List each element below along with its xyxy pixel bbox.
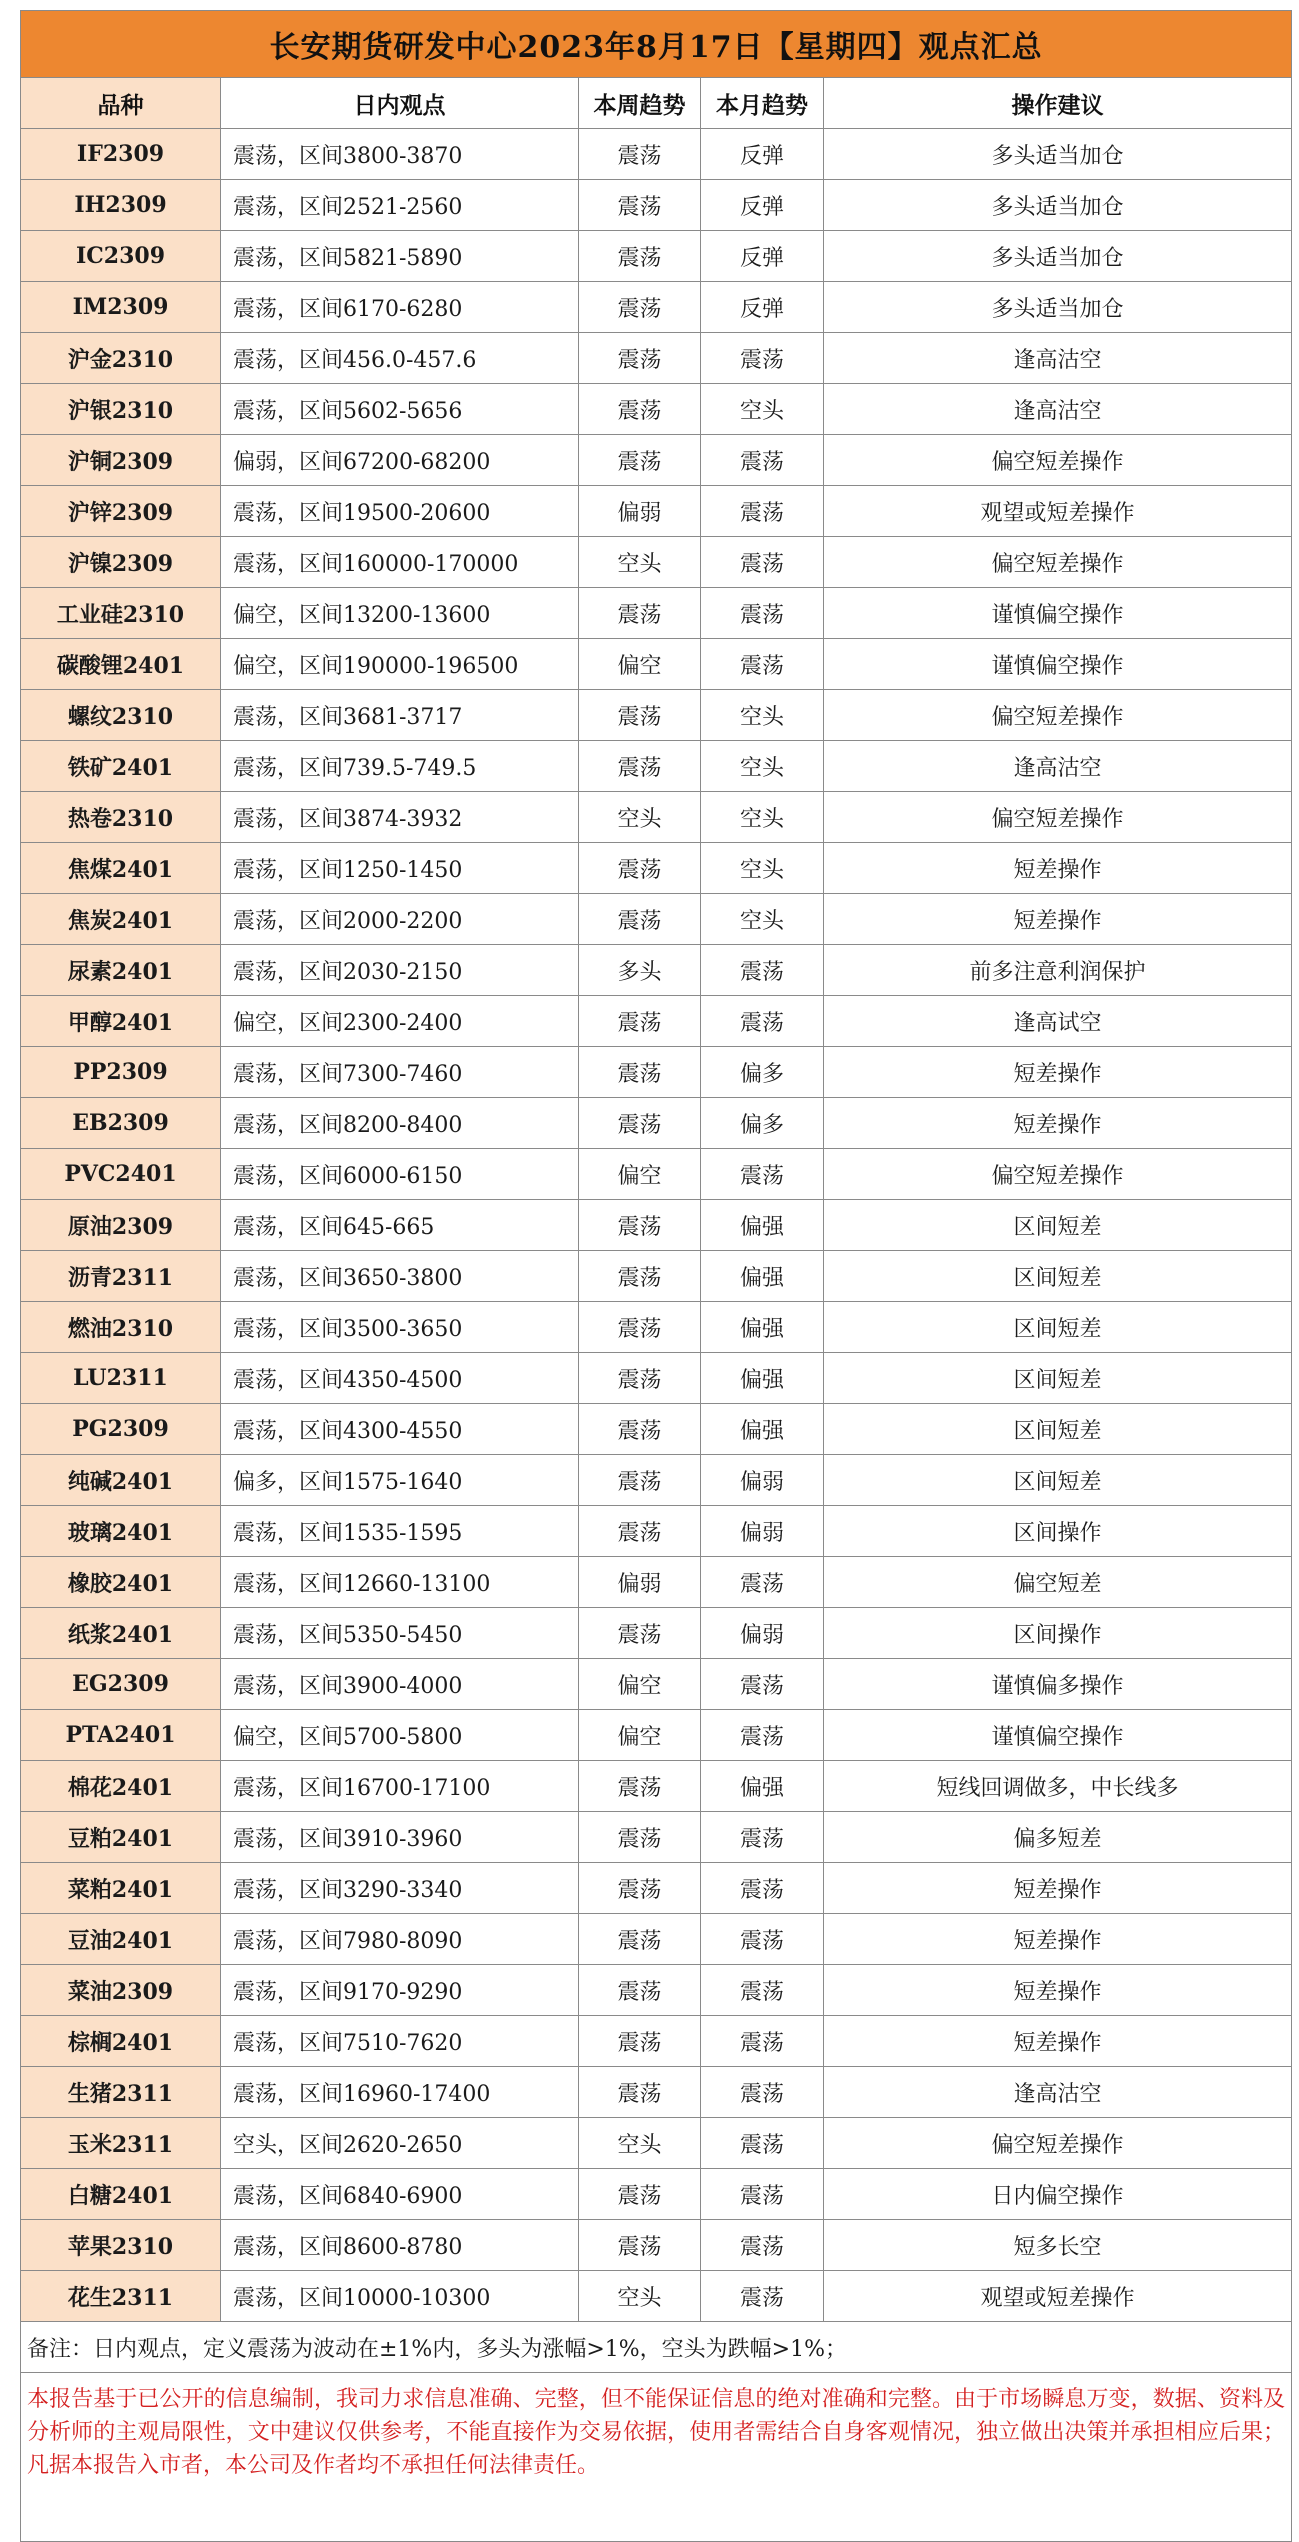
variety-cell: 工业硅2310: [21, 588, 221, 639]
week-trend-cell: 偏空: [579, 1659, 701, 1710]
advice-cell: 前多注意利润保护: [824, 945, 1292, 996]
header-row: [21, 78, 1292, 129]
intraday-view-cell: 震荡，区间1250-1450: [221, 843, 579, 894]
week-trend-cell: 震荡: [579, 282, 701, 333]
week-trend-cell: 空头: [579, 792, 701, 843]
week-trend-cell: 震荡: [579, 1302, 701, 1353]
intraday-view-cell: 震荡，区间3874-3932: [221, 792, 579, 843]
week-trend-cell: 震荡: [579, 690, 701, 741]
table-body: [21, 129, 1292, 2322]
week-trend-cell: 震荡: [579, 996, 701, 1047]
table-row: [21, 180, 1292, 231]
month-trend-cell: 震荡: [701, 2220, 824, 2271]
intraday-view-cell: 震荡，区间16960-17400: [221, 2067, 579, 2118]
table-row: [21, 129, 1292, 180]
intraday-view-cell: 偏空，区间190000-196500: [221, 639, 579, 690]
advice-cell: 观望或短差操作: [824, 486, 1292, 537]
intraday-view-cell: 震荡，区间8600-8780: [221, 2220, 579, 2271]
advice-cell: 偏空短差操作: [824, 792, 1292, 843]
intraday-view-cell: 震荡，区间16700-17100: [221, 1761, 579, 1812]
variety-cell: 燃油2310: [21, 1302, 221, 1353]
variety-cell: 花生2311: [21, 2271, 221, 2322]
week-trend-cell: 偏空: [579, 1710, 701, 1761]
month-trend-cell: 反弹: [701, 129, 824, 180]
variety-cell: 沪锌2309: [21, 486, 221, 537]
intraday-view-cell: 震荡，区间160000-170000: [221, 537, 579, 588]
advice-cell: 逢高试空: [824, 996, 1292, 1047]
table-row: [21, 690, 1292, 741]
week-trend-cell: 偏弱: [579, 1557, 701, 1608]
month-trend-cell: 偏强: [701, 1761, 824, 1812]
month-trend-cell: 偏强: [701, 1302, 824, 1353]
intraday-view-cell: 震荡，区间6840-6900: [221, 2169, 579, 2220]
month-trend-cell: 震荡: [701, 486, 824, 537]
month-trend-cell: 震荡: [701, 1812, 824, 1863]
table-row: [21, 1812, 1292, 1863]
week-trend-cell: 空头: [579, 2271, 701, 2322]
intraday-view-cell: 震荡，区间3290-3340: [221, 1863, 579, 1914]
table-row: [21, 639, 1292, 690]
advice-cell: 偏空短差操作: [824, 690, 1292, 741]
variety-cell: 菜油2309: [21, 1965, 221, 2016]
header-variety: 品种: [21, 78, 221, 129]
advice-cell: 区间短差: [824, 1200, 1292, 1251]
intraday-view-cell: 震荡，区间3800-3870: [221, 129, 579, 180]
variety-cell: IH2309: [21, 180, 221, 231]
intraday-view-cell: 震荡，区间5350-5450: [221, 1608, 579, 1659]
intraday-view-cell: 偏弱，区间67200-68200: [221, 435, 579, 486]
variety-cell: 尿素2401: [21, 945, 221, 996]
advice-cell: 逢高沽空: [824, 741, 1292, 792]
disclaimer-text: 本报告基于已公开的信息编制，我司力求信息准确、完整，但不能保证信息的绝对准确和完整。由于市场瞬息万变，数据、资料及分析师的主观局限性，文中建议仅供参考，不能直接作为交易依据，使用者需结合自身客观情况，独立做出决策并承担相应后果；凡据本报告入市者，本公司及作者均不承担任何法律责任。: [21, 2373, 1292, 2542]
advice-cell: 偏空短差: [824, 1557, 1292, 1608]
month-trend-cell: 震荡: [701, 945, 824, 996]
advice-cell: 短差操作: [824, 843, 1292, 894]
week-trend-cell: 震荡: [579, 1812, 701, 1863]
month-trend-cell: 空头: [701, 690, 824, 741]
table-row: [21, 741, 1292, 792]
month-trend-cell: 偏强: [701, 1200, 824, 1251]
advice-cell: 区间短差: [824, 1302, 1292, 1353]
table-row: [21, 1761, 1292, 1812]
variety-cell: IC2309: [21, 231, 221, 282]
week-trend-cell: 震荡: [579, 2220, 701, 2271]
table-row: [21, 1659, 1292, 1710]
variety-cell: PVC2401: [21, 1149, 221, 1200]
intraday-view-cell: 震荡，区间2000-2200: [221, 894, 579, 945]
table-row: [21, 1200, 1292, 1251]
intraday-view-cell: 震荡，区间3500-3650: [221, 1302, 579, 1353]
week-trend-cell: 震荡: [579, 1455, 701, 1506]
views-table: [20, 10, 1292, 2542]
intraday-view-cell: 震荡，区间19500-20600: [221, 486, 579, 537]
week-trend-cell: 震荡: [579, 1863, 701, 1914]
advice-cell: 短差操作: [824, 1047, 1292, 1098]
month-trend-cell: 震荡: [701, 996, 824, 1047]
variety-cell: 铁矿2401: [21, 741, 221, 792]
table-row: [21, 2067, 1292, 2118]
header-week-trend: 本周趋势: [579, 78, 701, 129]
intraday-view-cell: 震荡，区间739.5-749.5: [221, 741, 579, 792]
intraday-view-cell: 震荡，区间7300-7460: [221, 1047, 579, 1098]
advice-cell: 偏空短差操作: [824, 1149, 1292, 1200]
table-row: [21, 1353, 1292, 1404]
week-trend-cell: 震荡: [579, 231, 701, 282]
intraday-view-cell: 震荡，区间3650-3800: [221, 1251, 579, 1302]
table-row: [21, 588, 1292, 639]
intraday-view-cell: 震荡，区间4300-4550: [221, 1404, 579, 1455]
intraday-view-cell: 震荡，区间4350-4500: [221, 1353, 579, 1404]
month-trend-cell: 震荡: [701, 1710, 824, 1761]
week-trend-cell: 震荡: [579, 333, 701, 384]
intraday-view-cell: 震荡，区间6000-6150: [221, 1149, 579, 1200]
month-trend-cell: 偏弱: [701, 1455, 824, 1506]
intraday-view-cell: 偏空，区间5700-5800: [221, 1710, 579, 1761]
month-trend-cell: 震荡: [701, 1863, 824, 1914]
table-row: [21, 1965, 1292, 2016]
month-trend-cell: 空头: [701, 792, 824, 843]
note-row: [21, 2322, 1292, 2373]
advice-cell: 短差操作: [824, 894, 1292, 945]
table-row: [21, 2169, 1292, 2220]
table-row: [21, 1404, 1292, 1455]
intraday-view-cell: 震荡，区间5602-5656: [221, 384, 579, 435]
week-trend-cell: 震荡: [579, 2016, 701, 2067]
table-row: [21, 945, 1292, 996]
week-trend-cell: 震荡: [579, 1047, 701, 1098]
advice-cell: 区间短差: [824, 1353, 1292, 1404]
week-trend-cell: 空头: [579, 537, 701, 588]
advice-cell: 谨慎偏空操作: [824, 1710, 1292, 1761]
table-row: [21, 2220, 1292, 2271]
table-row: [21, 435, 1292, 486]
table-row: [21, 486, 1292, 537]
week-trend-cell: 震荡: [579, 180, 701, 231]
variety-cell: 热卷2310: [21, 792, 221, 843]
advice-cell: 多头适当加仓: [824, 180, 1292, 231]
variety-cell: PTA2401: [21, 1710, 221, 1761]
intraday-view-cell: 震荡，区间2521-2560: [221, 180, 579, 231]
month-trend-cell: 震荡: [701, 2067, 824, 2118]
month-trend-cell: 震荡: [701, 1557, 824, 1608]
month-trend-cell: 偏多: [701, 1098, 824, 1149]
variety-cell: 焦煤2401: [21, 843, 221, 894]
intraday-view-cell: 震荡，区间7510-7620: [221, 2016, 579, 2067]
month-trend-cell: 偏强: [701, 1251, 824, 1302]
month-trend-cell: 偏强: [701, 1353, 824, 1404]
week-trend-cell: 震荡: [579, 1965, 701, 2016]
report-title: 长安期货研发中心2023年8月17日【星期四】观点汇总: [21, 11, 1292, 78]
table-row: [21, 2118, 1292, 2169]
intraday-view-cell: 震荡，区间10000-10300: [221, 2271, 579, 2322]
variety-cell: 沥青2311: [21, 1251, 221, 1302]
variety-cell: 纸浆2401: [21, 1608, 221, 1659]
month-trend-cell: 偏弱: [701, 1506, 824, 1557]
month-trend-cell: 偏多: [701, 1047, 824, 1098]
header-month-trend: 本月趋势: [701, 78, 824, 129]
variety-cell: PP2309: [21, 1047, 221, 1098]
intraday-view-cell: 空头，区间2620-2650: [221, 2118, 579, 2169]
month-trend-cell: 震荡: [701, 1965, 824, 2016]
advice-cell: 区间短差: [824, 1404, 1292, 1455]
month-trend-cell: 震荡: [701, 333, 824, 384]
intraday-view-cell: 偏空，区间13200-13600: [221, 588, 579, 639]
table-row: [21, 1302, 1292, 1353]
table-row: [21, 1098, 1292, 1149]
week-trend-cell: 震荡: [579, 1608, 701, 1659]
advice-cell: 区间操作: [824, 1506, 1292, 1557]
variety-cell: 螺纹2310: [21, 690, 221, 741]
table-row: [21, 384, 1292, 435]
table-row: [21, 792, 1292, 843]
intraday-view-cell: 偏多，区间1575-1640: [221, 1455, 579, 1506]
variety-cell: 沪镍2309: [21, 537, 221, 588]
variety-cell: EB2309: [21, 1098, 221, 1149]
table-row: [21, 1047, 1292, 1098]
month-trend-cell: 震荡: [701, 435, 824, 486]
variety-cell: 焦炭2401: [21, 894, 221, 945]
advice-cell: 短线回调做多，中长线多: [824, 1761, 1292, 1812]
intraday-view-cell: 震荡，区间6170-6280: [221, 282, 579, 333]
week-trend-cell: 多头: [579, 945, 701, 996]
variety-cell: 沪银2310: [21, 384, 221, 435]
month-trend-cell: 偏弱: [701, 1608, 824, 1659]
month-trend-cell: 震荡: [701, 2016, 824, 2067]
table-row: [21, 333, 1292, 384]
variety-cell: 苹果2310: [21, 2220, 221, 2271]
month-trend-cell: 反弹: [701, 180, 824, 231]
variety-cell: 沪铜2309: [21, 435, 221, 486]
week-trend-cell: 空头: [579, 2118, 701, 2169]
table-row: [21, 1149, 1292, 1200]
month-trend-cell: 震荡: [701, 1914, 824, 1965]
header-advice: 操作建议: [824, 78, 1292, 129]
advice-cell: 谨慎偏空操作: [824, 588, 1292, 639]
variety-cell: IF2309: [21, 129, 221, 180]
intraday-view-cell: 震荡，区间9170-9290: [221, 1965, 579, 2016]
table-row: [21, 1914, 1292, 1965]
table-row: [21, 843, 1292, 894]
variety-cell: 生猪2311: [21, 2067, 221, 2118]
advice-cell: 逢高沽空: [824, 2067, 1292, 2118]
intraday-view-cell: 震荡，区间12660-13100: [221, 1557, 579, 1608]
month-trend-cell: 震荡: [701, 1659, 824, 1710]
advice-cell: 区间操作: [824, 1608, 1292, 1659]
variety-cell: 棉花2401: [21, 1761, 221, 1812]
table-row: [21, 282, 1292, 333]
header-intraday: 日内观点: [221, 78, 579, 129]
month-trend-cell: 偏强: [701, 1404, 824, 1455]
week-trend-cell: 震荡: [579, 588, 701, 639]
table-row: [21, 1251, 1292, 1302]
week-trend-cell: 震荡: [579, 843, 701, 894]
intraday-view-cell: 震荡，区间5821-5890: [221, 231, 579, 282]
intraday-view-cell: 震荡，区间3681-3717: [221, 690, 579, 741]
week-trend-cell: 震荡: [579, 2067, 701, 2118]
week-trend-cell: 震荡: [579, 1506, 701, 1557]
advice-cell: 多头适当加仓: [824, 231, 1292, 282]
advice-cell: 区间短差: [824, 1251, 1292, 1302]
variety-cell: 橡胶2401: [21, 1557, 221, 1608]
advice-cell: 日内偏空操作: [824, 2169, 1292, 2220]
variety-cell: IM2309: [21, 282, 221, 333]
month-trend-cell: 震荡: [701, 1149, 824, 1200]
week-trend-cell: 震荡: [579, 1200, 701, 1251]
intraday-view-cell: 震荡，区间645-665: [221, 1200, 579, 1251]
table-row: [21, 1608, 1292, 1659]
intraday-view-cell: 震荡，区间1535-1595: [221, 1506, 579, 1557]
variety-cell: 甲醇2401: [21, 996, 221, 1047]
advice-cell: 多头适当加仓: [824, 282, 1292, 333]
advice-cell: 短多长空: [824, 2220, 1292, 2271]
advice-cell: 谨慎偏多操作: [824, 1659, 1292, 1710]
advice-cell: 偏空短差操作: [824, 435, 1292, 486]
month-trend-cell: 震荡: [701, 537, 824, 588]
month-trend-cell: 震荡: [701, 2271, 824, 2322]
table-row: [21, 1863, 1292, 1914]
variety-cell: 纯碱2401: [21, 1455, 221, 1506]
month-trend-cell: 反弹: [701, 231, 824, 282]
advice-cell: 逢高沽空: [824, 333, 1292, 384]
week-trend-cell: 偏空: [579, 1149, 701, 1200]
note-text: 备注：日内观点，定义震荡为波动在±1%内，多头为涨幅>1%，空头为跌幅>1%；: [21, 2322, 1292, 2373]
table-row: [21, 1506, 1292, 1557]
variety-cell: PG2309: [21, 1404, 221, 1455]
intraday-view-cell: 震荡，区间3900-4000: [221, 1659, 579, 1710]
advice-cell: 偏空短差操作: [824, 537, 1292, 588]
month-trend-cell: 空头: [701, 384, 824, 435]
advice-cell: 观望或短差操作: [824, 2271, 1292, 2322]
week-trend-cell: 震荡: [579, 741, 701, 792]
intraday-view-cell: 震荡，区间2030-2150: [221, 945, 579, 996]
table-row: [21, 996, 1292, 1047]
table-row: [21, 1710, 1292, 1761]
variety-cell: 玉米2311: [21, 2118, 221, 2169]
advice-cell: 谨慎偏空操作: [824, 639, 1292, 690]
advice-cell: 短差操作: [824, 1098, 1292, 1149]
variety-cell: 白糖2401: [21, 2169, 221, 2220]
variety-cell: 玻璃2401: [21, 1506, 221, 1557]
week-trend-cell: 震荡: [579, 1098, 701, 1149]
week-trend-cell: 震荡: [579, 129, 701, 180]
month-trend-cell: 空头: [701, 843, 824, 894]
week-trend-cell: 震荡: [579, 1353, 701, 1404]
intraday-view-cell: 偏空，区间2300-2400: [221, 996, 579, 1047]
week-trend-cell: 震荡: [579, 2169, 701, 2220]
table-row: [21, 2016, 1292, 2067]
week-trend-cell: 震荡: [579, 1404, 701, 1455]
advice-cell: 区间短差: [824, 1455, 1292, 1506]
table-row: [21, 894, 1292, 945]
variety-cell: LU2311: [21, 1353, 221, 1404]
variety-cell: 菜粕2401: [21, 1863, 221, 1914]
month-trend-cell: 震荡: [701, 588, 824, 639]
variety-cell: 原油2309: [21, 1200, 221, 1251]
variety-cell: EG2309: [21, 1659, 221, 1710]
advice-cell: 短差操作: [824, 1914, 1292, 1965]
intraday-view-cell: 震荡，区间8200-8400: [221, 1098, 579, 1149]
week-trend-cell: 偏空: [579, 639, 701, 690]
advice-cell: 短差操作: [824, 1863, 1292, 1914]
week-trend-cell: 震荡: [579, 435, 701, 486]
variety-cell: 碳酸锂2401: [21, 639, 221, 690]
table-row: [21, 537, 1292, 588]
advice-cell: 偏多短差: [824, 1812, 1292, 1863]
month-trend-cell: 反弹: [701, 282, 824, 333]
week-trend-cell: 震荡: [579, 384, 701, 435]
table-row: [21, 231, 1292, 282]
table-row: [21, 1455, 1292, 1506]
variety-cell: 豆油2401: [21, 1914, 221, 1965]
variety-cell: 沪金2310: [21, 333, 221, 384]
table-row: [21, 2271, 1292, 2322]
intraday-view-cell: 震荡，区间7980-8090: [221, 1914, 579, 1965]
month-trend-cell: 震荡: [701, 639, 824, 690]
intraday-view-cell: 震荡，区间456.0-457.6: [221, 333, 579, 384]
week-trend-cell: 偏弱: [579, 486, 701, 537]
intraday-view-cell: 震荡，区间3910-3960: [221, 1812, 579, 1863]
variety-cell: 豆粕2401: [21, 1812, 221, 1863]
advice-cell: 逢高沽空: [824, 384, 1292, 435]
month-trend-cell: 震荡: [701, 2118, 824, 2169]
week-trend-cell: 震荡: [579, 1251, 701, 1302]
disclaimer-row: [21, 2373, 1292, 2542]
month-trend-cell: 空头: [701, 894, 824, 945]
table-row: [21, 1557, 1292, 1608]
month-trend-cell: 空头: [701, 741, 824, 792]
month-trend-cell: 震荡: [701, 2169, 824, 2220]
week-trend-cell: 震荡: [579, 894, 701, 945]
week-trend-cell: 震荡: [579, 1761, 701, 1812]
advice-cell: 短差操作: [824, 2016, 1292, 2067]
week-trend-cell: 震荡: [579, 1914, 701, 1965]
advice-cell: 偏空短差操作: [824, 2118, 1292, 2169]
variety-cell: 棕榈2401: [21, 2016, 221, 2067]
advice-cell: 多头适当加仓: [824, 129, 1292, 180]
advice-cell: 短差操作: [824, 1965, 1292, 2016]
